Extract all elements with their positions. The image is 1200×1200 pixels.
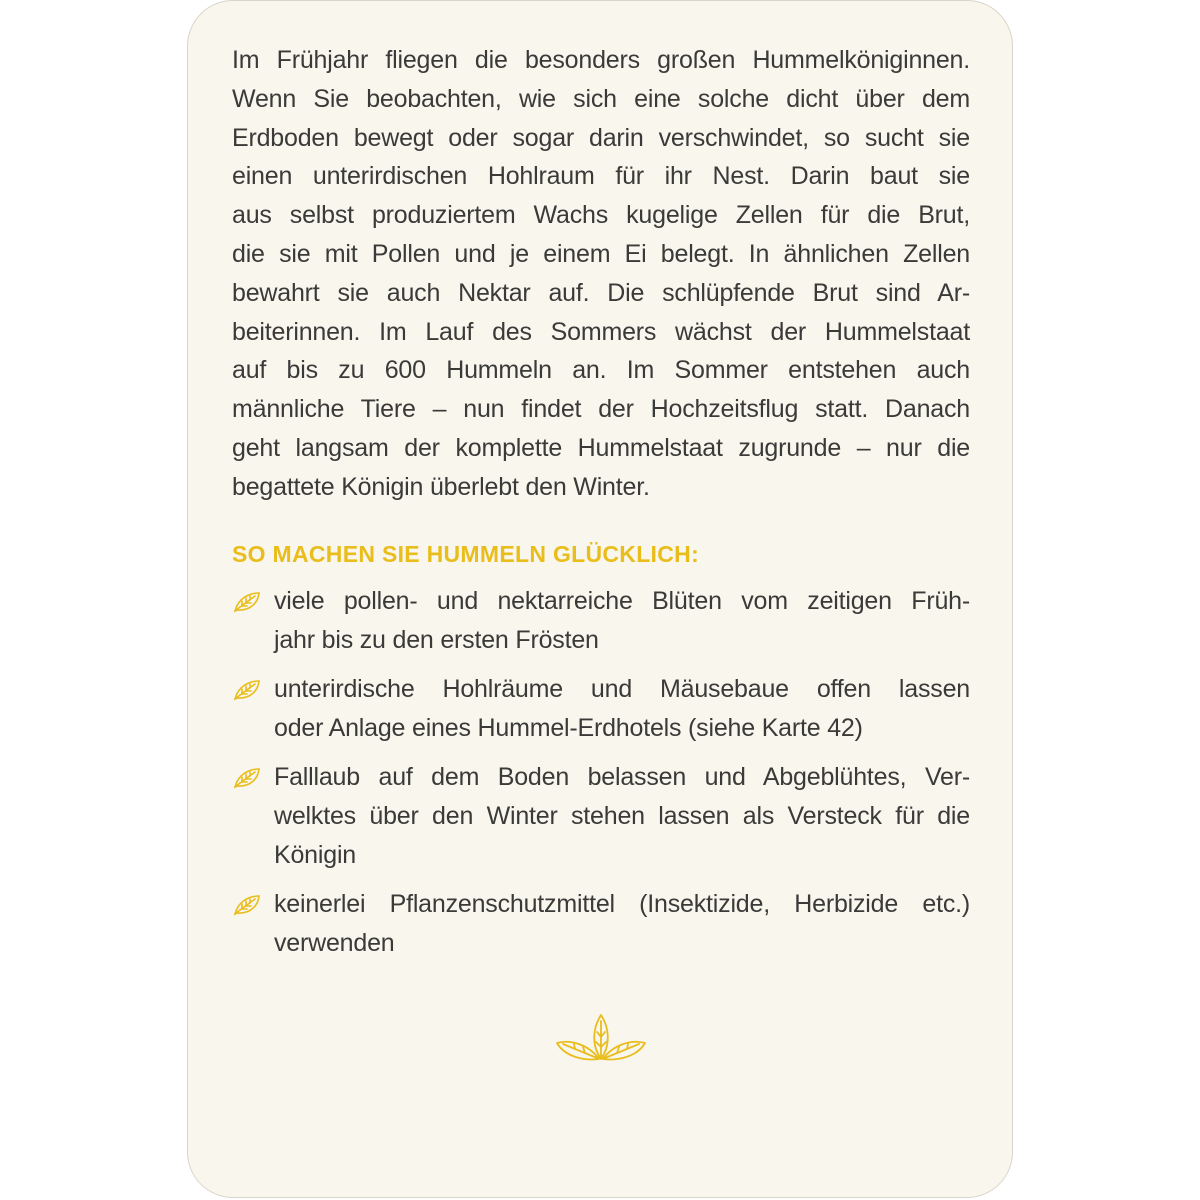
intro-line: auf bis zu 600 Hummeln an. Im Sommer entstehen auch [232, 356, 970, 385]
tip-line: jahr bis zu den ersten Frösten [274, 625, 599, 654]
leaf-icon [232, 677, 262, 703]
intro-line: einen unterirdischen Hohlraum für ihr Nest. Darin baut sie [232, 162, 970, 191]
tip-item [232, 582, 970, 660]
info-card [187, 0, 1013, 1198]
intro-line: Erdboden bewegt oder sogar darin verschwindet, so sucht sie [232, 123, 970, 152]
tips-list [232, 582, 970, 963]
intro-line: Im Frühjahr fliegen die besonders großen Hummelköniginnen. [232, 46, 970, 74]
tip-line: viele pollen- und nektarreiche Blüten vom zeitigen Früh- [274, 586, 970, 615]
tip-line: Falllaub auf dem Boden belassen und Abgeblühtes, Ver- [274, 762, 970, 791]
tip-line: oder Anlage eines Hummel-Erdhotels (siehe Karte 42) [274, 713, 863, 742]
tips-heading: SO MACHEN SIE HUMMELN GLÜCKLICH: [232, 540, 700, 567]
intro-line: begattete Königin überlebt den Winter. [232, 472, 650, 501]
tip-line: keinerlei Pflanzenschutzmittel (Insektizide, Herbizide etc.) [274, 889, 970, 918]
tip-line: Königin [274, 840, 356, 869]
tip-item [232, 670, 970, 748]
intro-paragraph [232, 41, 970, 507]
intro-line: geht langsam der komplette Hummelstaat zugrunde – nur die [232, 433, 970, 462]
intro-line: männliche Tiere – nun findet der Hochzeitsflug statt. Danach [232, 395, 970, 424]
tip-line: unterirdische Hohlräume und Mäusebaue offen lassen [274, 674, 970, 703]
tip-item [232, 885, 970, 963]
intro-line: die sie mit Pollen und je einem Ei belegt. In ähnlichen Zellen [232, 239, 970, 268]
leaf-icon [232, 765, 262, 791]
intro-line: aus selbst produziertem Wachs kugelige Zellen für die Brut, [232, 201, 970, 230]
intro-line: bewahrt sie auch Nektar auf. Die schlüpfende Brut sind Ar- [232, 278, 970, 307]
three-leaf-ornament-icon [555, 1011, 647, 1063]
leaf-icon [232, 589, 262, 615]
intro-line: beiterinnen. Im Lauf des Sommers wächst der Hummelstaat [232, 317, 970, 346]
leaf-icon [232, 892, 262, 918]
intro-line: Wenn Sie beobachten, wie sich eine solche dicht über dem [232, 84, 970, 113]
tip-item [232, 758, 970, 875]
card-content [232, 41, 970, 973]
tip-line: welktes über den Winter stehen lassen als Versteck für die [274, 801, 970, 830]
tip-line: verwenden [274, 928, 395, 957]
